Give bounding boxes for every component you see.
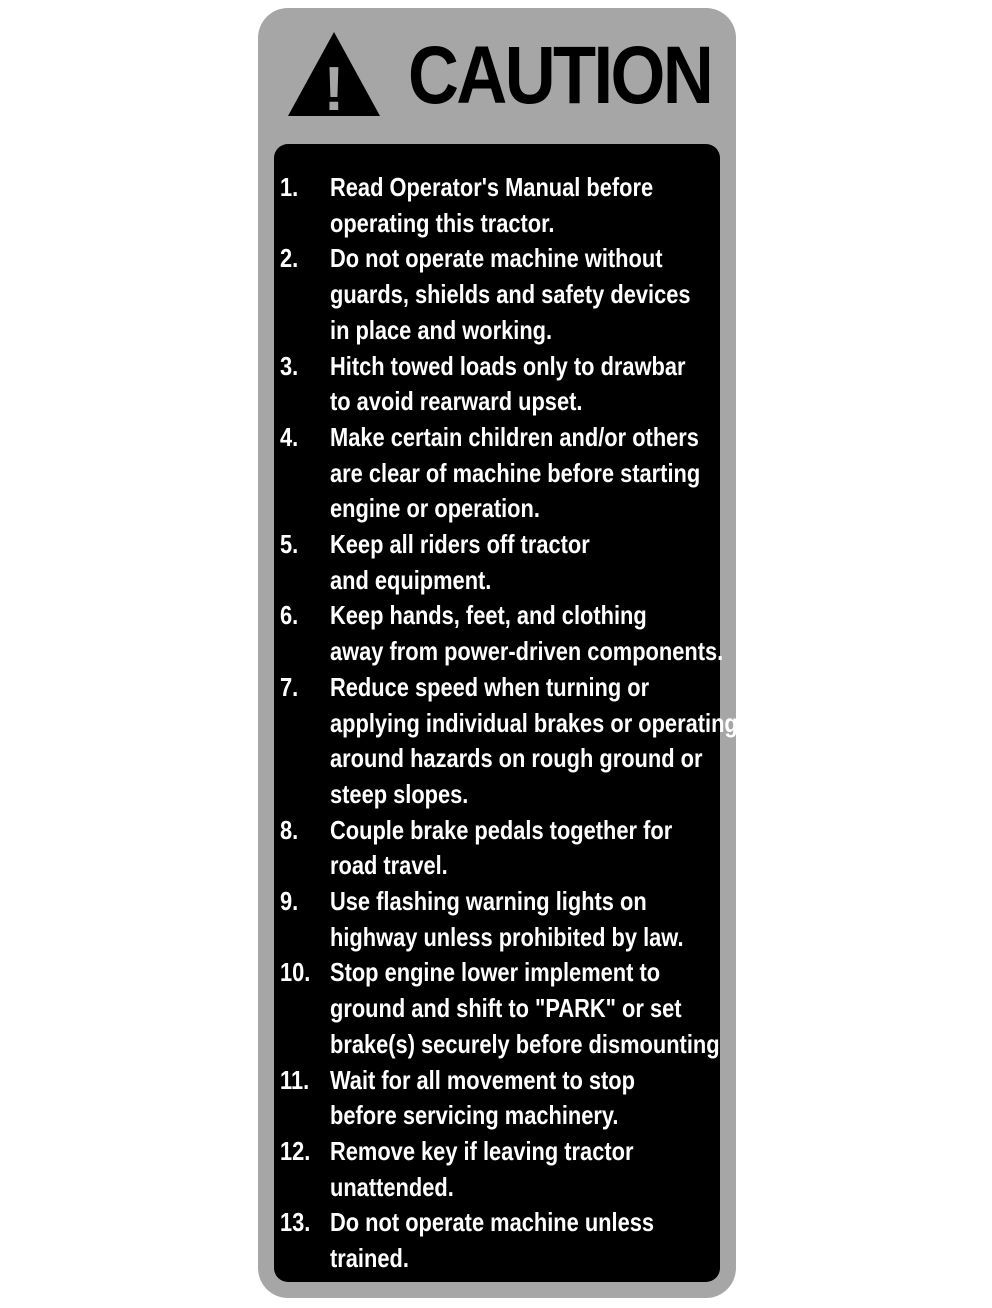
instruction-item [280, 241, 740, 348]
instruction-line: trained. [330, 1243, 409, 1274]
instruction-number: 4. [280, 421, 299, 452]
instruction-number: 11. [280, 1064, 310, 1095]
instruction-text [330, 598, 730, 669]
instruction-line: Wait for all movement to stop [330, 1064, 635, 1095]
instruction-line: around hazards on rough ground or [330, 743, 703, 774]
instruction-line: Keep hands, feet, and clothing [330, 600, 647, 631]
instruction-text [330, 813, 730, 884]
instruction-line: road travel. [330, 850, 448, 881]
instruction-text [330, 527, 730, 598]
instruction-line: operating this tractor. [330, 207, 555, 238]
instruction-number: 2. [280, 243, 299, 274]
instruction-text [330, 1063, 730, 1134]
instruction-line: to avoid rearward upset. [330, 386, 583, 417]
instruction-text [330, 420, 730, 527]
instruction-line: Couple brake pedals together for [330, 814, 673, 845]
instruction-line: guards, shields and safety devices [330, 279, 691, 310]
instruction-line: applying individual brakes or operating [330, 707, 738, 738]
instruction-line: before servicing machinery. [330, 1100, 619, 1131]
instruction-list [280, 170, 740, 1277]
instruction-number: 13. [280, 1207, 311, 1238]
instruction-number: 6. [280, 600, 299, 631]
instruction-item [280, 170, 740, 241]
instruction-text [330, 1205, 730, 1276]
instruction-line: Reduce speed when turning or [330, 671, 650, 702]
instruction-line: Read Operator's Manual before [330, 172, 654, 202]
instruction-line: ground and shift to "PARK" or set [330, 993, 682, 1024]
instruction-line: steep slopes. [330, 778, 469, 809]
instruction-item [280, 349, 740, 420]
instruction-item [280, 1134, 740, 1205]
instruction-item [280, 420, 740, 527]
instruction-text [330, 349, 730, 420]
instruction-line: Make certain children and/or others [330, 421, 699, 452]
instruction-line: Stop engine lower implement to [330, 957, 661, 988]
instruction-text [330, 170, 730, 241]
instructions-panel [274, 144, 738, 1282]
instruction-line: are clear of machine before starting [330, 457, 701, 488]
instruction-item [280, 955, 740, 1062]
instruction-text [330, 884, 730, 955]
instruction-line: engine or operation. [330, 493, 540, 524]
warning-exclamation: ! [323, 55, 345, 118]
instruction-line: and equipment. [330, 564, 492, 595]
instruction-line: Do not operate machine without [330, 243, 663, 274]
instruction-item [280, 598, 740, 669]
caution-title: CAUTION [408, 30, 712, 121]
instruction-line: unattended. [330, 1171, 454, 1202]
instruction-line: highway unless prohibited by law. [330, 921, 684, 952]
caution-label [258, 8, 736, 1298]
instruction-number: 3. [280, 350, 299, 381]
instruction-number: 7. [280, 671, 299, 702]
instruction-number: 1. [280, 172, 299, 202]
label-header [258, 8, 736, 144]
instruction-number: 5. [280, 529, 299, 560]
instruction-text [330, 670, 738, 813]
instruction-item [280, 1205, 740, 1276]
instruction-item [280, 527, 740, 598]
instruction-line: in place and working. [330, 314, 553, 345]
instruction-line: Use flashing warning lights on [330, 886, 647, 917]
instruction-number: 12. [280, 1135, 311, 1166]
instruction-item [280, 884, 740, 955]
instruction-line: Hitch towed loads only to drawbar [330, 350, 686, 381]
instruction-line: Remove key if leaving tractor [330, 1135, 634, 1166]
instruction-text [330, 241, 730, 348]
instruction-line: Keep all riders off tractor [330, 529, 590, 560]
instruction-line: Do not operate machine unless [330, 1207, 655, 1238]
instruction-text [330, 955, 730, 1062]
warning-triangle-icon [286, 30, 382, 118]
instruction-line: away from power-driven components. [330, 636, 724, 667]
instruction-item [280, 670, 740, 813]
instruction-line: brake(s) securely before dismounting [330, 1028, 720, 1059]
instruction-text [330, 1134, 730, 1205]
instruction-number: 10. [280, 957, 311, 988]
instruction-number: 8. [280, 814, 299, 845]
instruction-number: 9. [280, 886, 299, 917]
instruction-item [280, 1063, 740, 1134]
instruction-item [280, 813, 740, 884]
